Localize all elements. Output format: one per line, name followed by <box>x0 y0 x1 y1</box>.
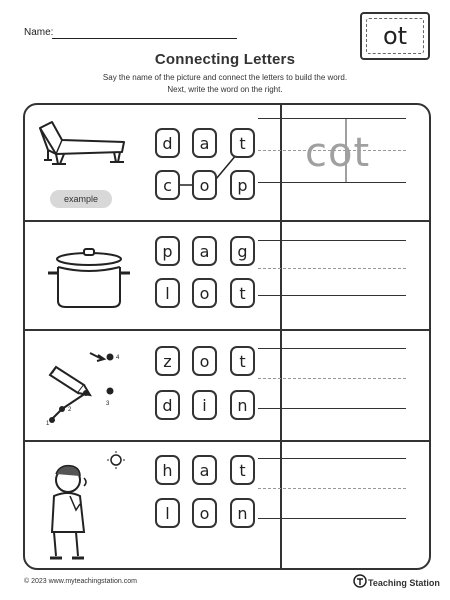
writing-line[interactable] <box>258 348 406 349</box>
letter-tile[interactable]: c <box>155 170 180 200</box>
letter-tile[interactable]: n <box>230 390 255 420</box>
writing-line[interactable] <box>258 518 406 519</box>
writing-line[interactable] <box>258 150 406 151</box>
writing-line[interactable] <box>258 488 406 489</box>
letter-tile[interactable]: l <box>155 278 180 308</box>
teaching-station-logo-icon <box>353 574 367 588</box>
letter-tile[interactable]: o <box>192 278 217 308</box>
instruction-line-1: Say the name of the picture and connect the letters to build the word. <box>102 73 348 82</box>
letter-tile[interactable]: p <box>230 170 255 200</box>
letter-tile[interactable]: a <box>192 455 217 485</box>
word-family-label: ot <box>366 18 424 54</box>
page-title: Connecting Letters <box>154 51 296 68</box>
letter-tile[interactable]: h <box>155 455 180 485</box>
letter-tile[interactable]: a <box>192 236 217 266</box>
letter-tile[interactable]: i <box>192 390 217 420</box>
letter-tile[interactable]: o <box>192 170 217 200</box>
writing-line[interactable] <box>258 295 406 296</box>
letter-tile[interactable]: g <box>230 236 255 266</box>
writing-line[interactable] <box>258 408 406 409</box>
letter-tile[interactable]: d <box>155 390 180 420</box>
writing-line[interactable] <box>258 118 406 119</box>
letter-tile[interactable]: l <box>155 498 180 528</box>
letter-tile[interactable]: n <box>230 498 255 528</box>
example-badge: example <box>50 190 112 208</box>
letter-tile[interactable]: o <box>192 498 217 528</box>
dot-number-1: 1 <box>46 421 50 425</box>
letter-tile[interactable]: t <box>230 346 255 376</box>
dot-number-3: 3 <box>106 401 110 407</box>
instruction-line-2: Next, write the word on the right. <box>167 85 283 94</box>
writing-line[interactable] <box>258 378 406 379</box>
writing-line[interactable] <box>258 458 406 459</box>
trace-word: cot <box>305 130 371 176</box>
letter-tile[interactable]: z <box>155 346 180 376</box>
name-label: Name: <box>24 27 54 38</box>
letter-tile[interactable]: a <box>192 128 217 158</box>
letter-tile[interactable]: t <box>230 278 255 308</box>
writing-line[interactable] <box>258 240 406 241</box>
copyright: © 2023 www.myteachingstation.com <box>24 578 137 585</box>
writing-line[interactable] <box>258 268 406 269</box>
letter-tile[interactable]: t <box>230 128 255 158</box>
letter-tile[interactable]: d <box>155 128 180 158</box>
writing-line[interactable] <box>258 182 406 183</box>
letter-tile[interactable]: t <box>230 455 255 485</box>
letter-tile[interactable]: p <box>155 236 180 266</box>
dot-number-2: 2 <box>68 407 72 413</box>
letter-tile[interactable]: o <box>192 346 217 376</box>
dot-number-4: 4 <box>116 355 120 361</box>
brand-name: Teaching Station <box>368 578 440 588</box>
